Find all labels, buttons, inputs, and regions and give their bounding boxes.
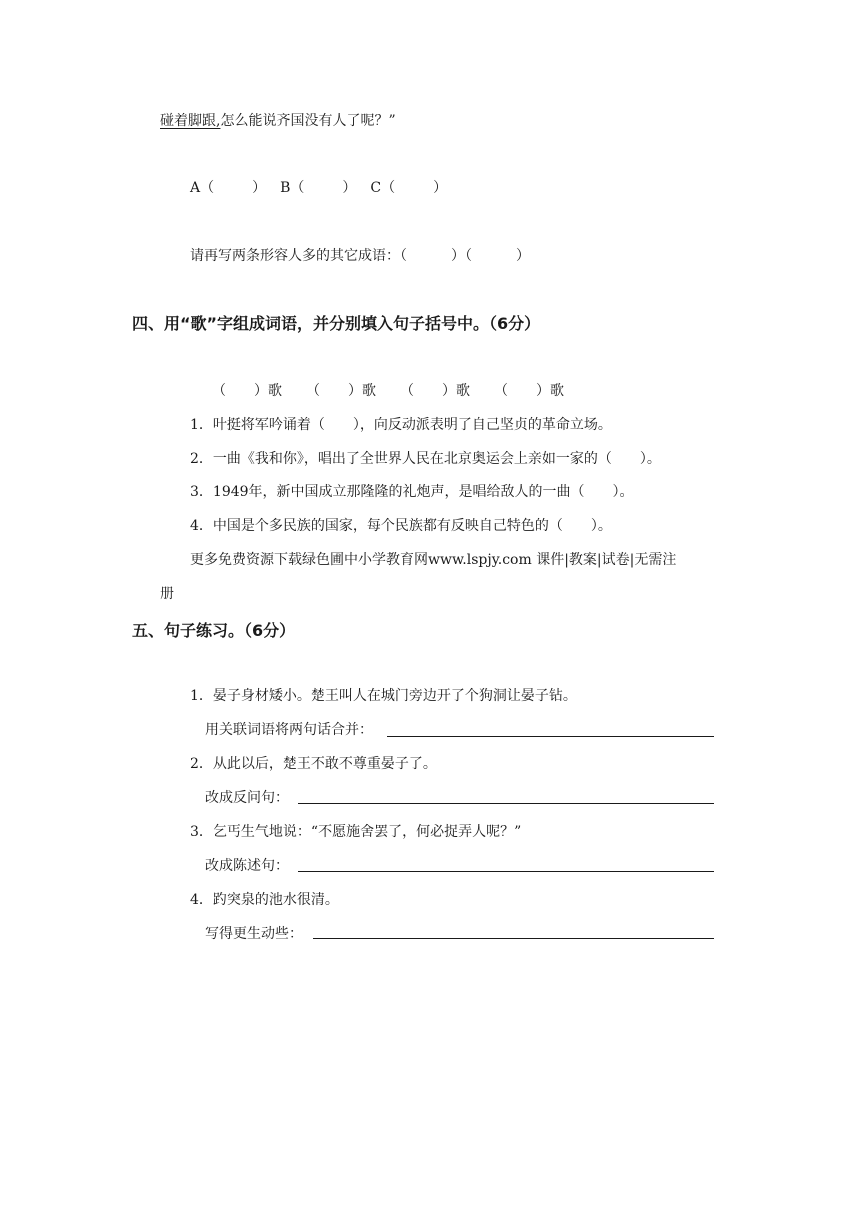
section-5-prompt-1: 用关联词语将两句话合并： [205,722,373,738]
word-blanks-row [212,381,564,401]
idiom-prompt-line [190,246,530,266]
continued-text: 怎么能说齐国没有人了呢？” [220,113,396,129]
section-5-sentence-2: 2．从此以后，楚王不敢不尊重晏子了。 [190,756,437,772]
section-4-title: 四、用“歌”字组成词语，并分别填入句子括号中。（6分） [132,314,541,333]
section-5-sentence-4: 4．趵突泉的池水很清。 [190,892,339,908]
answer-line-1[interactable] [387,736,714,737]
section-5-prompt-3: 改成陈述句： [205,858,289,874]
section-5-prompt-4: 写得更生动些： [205,926,303,942]
choice-c-close: ） [433,180,448,196]
section-5-title: 五、句子练习。（6分） [132,621,296,640]
continued-text-line [160,111,396,131]
resource-ad-line-2: 册 [160,586,174,602]
section-4-item-3: 3．1949年，新中国成立那隆隆的礼炮声，是唱给敌人的一曲（ ）。 [190,484,634,500]
answer-line-2[interactable] [298,803,714,804]
idiom-prompt-mid: ）（ [451,248,472,264]
choice-b-label: B（ [280,180,305,196]
word-blank-3[interactable]: （ ）歌 [400,383,470,399]
word-blank-2[interactable]: （ ）歌 [306,383,376,399]
word-blank-4[interactable]: （ ）歌 [494,383,564,399]
idiom-prompt-end: ） [516,248,530,264]
choice-row [190,178,447,198]
underlined-phrase: 碰着脚跟, [160,113,221,129]
section-4-item-1: 1．叶挺将军吟诵着（ ），向反动派表明了自己坚贞的革命立场。 [190,417,612,433]
answer-line-3[interactable] [298,871,714,872]
word-blank-1[interactable]: （ ）歌 [212,383,282,399]
choice-b-close: ） [342,180,357,196]
choice-c-label: C（ [370,180,396,196]
section-4-item-2: 2．一曲《我和你》，唱出了全世界人民在北京奥运会上亲如一家的（ ）。 [190,451,661,467]
section-4-item-4: 4．中国是个多民族的国家，每个民族都有反映自己特色的（ ）。 [190,518,612,534]
section-5-prompt-2: 改成反问句： [205,790,289,806]
section-5-sentence-3: 3．乞丐生气地说：“不愿施舍罢了，何必捉弄人呢？” [190,824,522,840]
choice-a-label: A（ [190,180,215,196]
section-5-sentence-1: 1．晏子身材矮小。楚王叫人在城门旁边开了个狗洞让晏子钻。 [190,688,577,704]
resource-ad-line-1: 更多免费资源下载绿色圃中小学教育网www.lspjy.com 课件|教案|试卷|无需注 [190,552,677,568]
answer-line-4[interactable] [313,938,714,939]
idiom-prompt-text: 请再写两条形容人多的其它成语：（ [190,248,407,264]
choice-a-close: ） [252,180,267,196]
